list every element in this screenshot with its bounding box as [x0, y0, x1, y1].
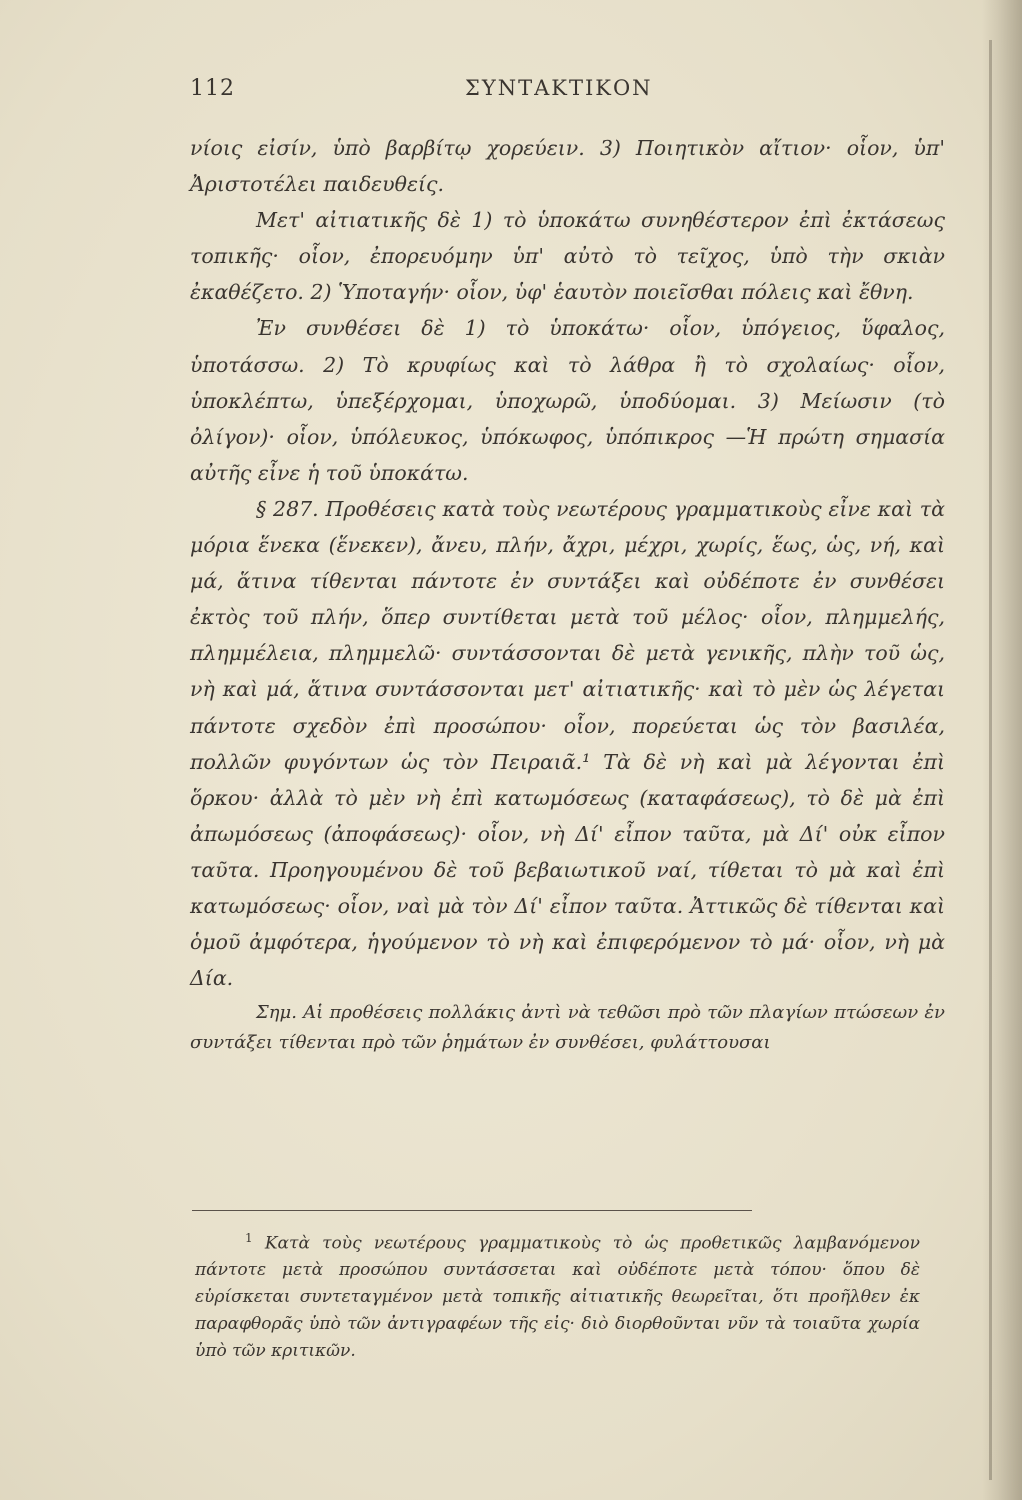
page-edge-shadow [982, 0, 1022, 1500]
page-number: 112 [190, 76, 235, 101]
paragraph-section-287: § 287. Προθέσεις κατὰ τοὺς νεωτέρους γραμματικοὺς εἶνε καὶ τὰ μόρια ἕνεκα (ἕνεκεν), ἄνευ, πλήν, ἄχρι, μέχρι, χωρίς, ἕως, ὡς, νή, καὶ μά, ἅτινα τίθενται πάντοτε ἐν συντάξει καὶ οὐδέποτε ἐν συνθέσει ἐκτὸς τοῦ πλήν, ὅπερ συντίθεται μετὰ τοῦ μέλος· οἷον, πλημμελής, πλημμέλεια, πλημμελῶ· συντάσσονται δὲ μετὰ γενικῆς, πλὴν τοῦ ὡς, νὴ καὶ μά, ἅτινα συντάσσονται μετ' αἰτιατικῆς· καὶ τὸ μὲν ὡς λέγεται πάντοτε σχεδὸν ἐπὶ προσώπου· οἷον, πορεύεται ὡς τὸν βασιλέα, πολλῶν φυγόντων ὡς τὸν Πειραιᾶ.¹ Τὰ δὲ νὴ καὶ μὰ λέγονται ἐπὶ ὅρκου· ἀλλὰ τὸ μὲν νὴ ἐπὶ κατωμόσεως (καταφάσεως), τὸ δὲ μὰ ἐπὶ ἀπωμόσεως (ἀποφάσεως)· οἷον, νὴ Δί' εἶπον ταῦτα, μὰ Δί' οὐκ εἶπον ταῦτα. Προηγουμένου δὲ τοῦ βεβαιωτικοῦ ναί, τίθεται τὸ μὰ καὶ ἐπὶ κατωμόσεως· οἷον, ναὶ μὰ τὸν Δί' εἶπον ταῦτα. Ἀττικῶς δὲ τίθενται καὶ ὁμοῦ ἀμφότερα, ἡγούμενον τὸ νὴ καὶ ἐπιφερόμενον τὸ μά· οἷον, νὴ μὰ Δία. [190, 496, 945, 991]
footnote-marker: 1 [245, 1231, 253, 1245]
note-paragraph: Σημ. Αἱ προθέσεις πολλάκις ἀντὶ νὰ τεθῶσι πρὸ τῶν πλαγίων πτώσεων ἐν συντάξει τίθενται πρὸ τῶν ῥημάτων ἐν συνθέσει, φυλάττουσαι [190, 1002, 945, 1054]
paragraph-composition: Ἐν συνθέσει δὲ 1) τὸ ὑποκάτω· οἷον, ὑπόγειος, ὕφαλος, ὑποτάσσω. 2) Τὸ κρυφίως καὶ τὸ λάθρα ἢ τὸ σχολαίως· οἷον, ὑποκλέπτω, ὑπεξέρχομαι, ὑποχωρῶ, ὑποδύομαι. 3) Μείωσιν (τὸ ὀλίγον)· οἷον, ὑπόλευκος, ὑπόκωφος, ὑπόπικρος —Ἡ πρώτη σημασία αὐτῆς εἶνε ἡ τοῦ ὑποκάτω. [190, 316, 945, 485]
binding-line [989, 40, 992, 1480]
footnote-rule [192, 1210, 752, 1211]
paragraph-continuation: νίοις εἰσίν, ὑπὸ βαρβίτῳ χορεύειν. 3) Ποιητικὸν αἴτιον· οἷον, ὑπ' Ἀριστοτέλει παιδευθείς. [190, 136, 945, 197]
footnote-text: Κατὰ τοὺς νεωτέρους γραμματικοὺς τὸ ὡς προθετικῶς λαμβανόμενον πάντοτε μετὰ προσώπου συντάσσεται καὶ οὐδέποτε μετὰ τόπου· ὅπου δὲ εὑρίσκεται συντεταγμένον μετὰ τοπικῆς αἰτιατικῆς θεωρεῖται, ὅτι προῆλθεν ἐκ παραφθορᾶς ὑπὸ τῶν ἀντιγραφέων τῆς εἰς· διὸ διορθοῦνται νῦν τὰ τοιαῦτα χωρία ὑπὸ τῶν κριτικῶν. [195, 1233, 920, 1361]
page-header [190, 76, 970, 116]
running-title: ΣΥΝΤΑΚΤΙΚΟΝ [465, 76, 653, 100]
main-text [190, 130, 945, 1076]
paragraph-accusative: Μετ' αἰτιατικῆς δὲ 1) τὸ ὑποκάτω συνηθέστερον ἐπὶ ἐκτάσεως τοπικῆς· οἷον, ἐπορευόμην ὑπ' αὐτὸ τὸ τεῖχος, ὑπὸ τὴν σκιὰν ἐκαθέζετο. 2) Ὑποταγήν· οἷον, ὑφ' ἑαυτὸν ποιεῖσθαι πόλεις καὶ ἔθνη. [190, 208, 945, 305]
footnote [195, 1225, 920, 1365]
